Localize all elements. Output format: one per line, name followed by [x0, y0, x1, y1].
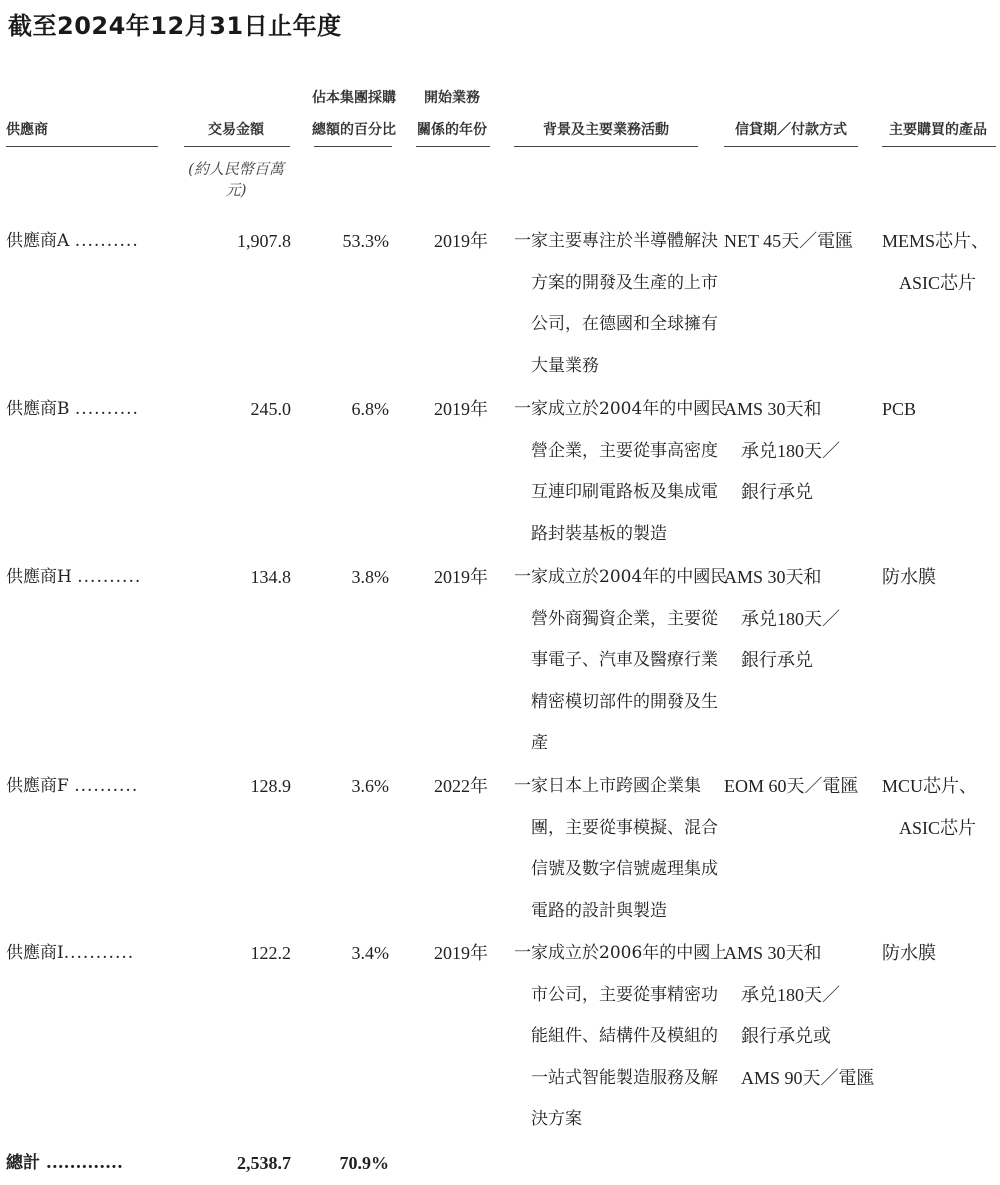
percentage-cell: 53.3%: [342, 231, 389, 251]
background-line: 路封裝基板的製造: [531, 523, 667, 544]
product-cell: [882, 933, 1000, 975]
amount-cell: 128.9: [250, 776, 291, 796]
product-line: 防水膜: [882, 567, 936, 587]
leader-dots: ..........: [74, 399, 139, 419]
background-line: 一家成立於2006年的中國上: [514, 943, 728, 963]
credit-line: 銀行承兑: [741, 650, 813, 670]
background-cell: [514, 557, 728, 765]
product-line: ASIC芯片: [899, 817, 977, 838]
credit-line: AMS 30天和: [724, 399, 822, 419]
background-line: 市公司，主要從事精密功: [531, 984, 718, 1005]
credit-cell: [724, 221, 884, 263]
credit-line: AMS 30天和: [724, 943, 822, 963]
product-cell: [882, 221, 1000, 304]
leader-dots: ...........: [63, 943, 135, 963]
product-line: 防水膜: [882, 943, 936, 963]
background-line: 公司，在德國和全球擁有: [531, 314, 718, 334]
year-suffix: 年: [470, 943, 488, 963]
credit-line: 承兑180天／: [741, 608, 840, 629]
credit-line: AMS 90天／電匯: [741, 1067, 875, 1088]
background-cell: [514, 766, 718, 932]
background-line: 方案的開發及生產的上市: [531, 272, 718, 293]
credit-cell: [724, 766, 884, 808]
header-rule-year: [416, 146, 490, 147]
supplier-name: 供應商B: [6, 399, 70, 419]
background-line: 營外商獨資企業，主要從: [531, 608, 718, 629]
product-line: MEMS芯片、: [882, 231, 990, 251]
unit-note: (約人民幣百萬元): [188, 160, 284, 199]
background-line: 一站式智能製造服務及解: [531, 1067, 718, 1088]
supplier-name: 供應商H: [6, 567, 72, 587]
year-suffix: 年: [470, 776, 488, 796]
product-cell: [882, 389, 1000, 431]
amount-cell: 1,907.8: [237, 231, 291, 251]
year-value: 2022: [434, 776, 470, 796]
supplier-name: 供應商F: [6, 776, 69, 796]
supplier-name-cell: [6, 766, 138, 808]
product-cell: [882, 557, 1000, 599]
supplier-name: 供應商I: [6, 943, 64, 963]
background-line: 團，主要從事模擬、混合: [531, 817, 718, 838]
page-title: 截至2024年12月31日止年度: [8, 12, 342, 40]
year-value: 2019: [434, 943, 470, 963]
header-product: 主要購買的產品: [889, 122, 987, 138]
leader-dots: ..........: [77, 567, 142, 587]
background-line: 精密模切部件的開發及生: [531, 691, 718, 712]
amount-cell: 122.2: [250, 943, 291, 963]
percentage-cell: 6.8%: [351, 399, 389, 419]
background-line: 一家主要專注於半導體解決: [514, 231, 718, 251]
product-line: PCB: [882, 399, 917, 419]
header-supplier: 供應商: [6, 122, 48, 138]
year-cell: [434, 933, 488, 975]
credit-line: 承兑180天／: [741, 984, 840, 1005]
credit-line: EOM 60天／電匯: [724, 776, 859, 796]
credit-cell: [724, 933, 884, 1099]
header-rule-credit: [724, 146, 858, 147]
background-line: 一家成立於2004年的中國民: [514, 567, 728, 587]
leader-dots: ..........: [74, 776, 139, 796]
amount-cell: 134.8: [250, 567, 291, 587]
background-line: 決方案: [531, 1109, 582, 1129]
background-line: 產: [531, 733, 548, 753]
header-rule-supplier: [6, 146, 158, 147]
supplier-name-cell: [6, 389, 139, 431]
credit-cell: [724, 389, 884, 514]
leader-dots: .............: [45, 1153, 123, 1173]
background-line: 能組件、結構件及模組的: [531, 1026, 718, 1046]
total-label: 總計: [6, 1153, 40, 1173]
year-cell: [434, 557, 488, 599]
header-year-line2: 關係的年份: [417, 122, 487, 138]
year-suffix: 年: [470, 399, 488, 419]
credit-cell: [724, 557, 884, 682]
total-label-cell: [6, 1143, 123, 1185]
background-line: 一家成立於2004年的中國民: [514, 399, 728, 419]
total-amount: 2,538.7: [237, 1153, 291, 1173]
year-suffix: 年: [470, 567, 488, 587]
header-rule-product: [882, 146, 996, 147]
background-cell: [514, 389, 728, 555]
product-line: MCU芯片、: [882, 776, 978, 796]
product-line: ASIC芯片: [899, 272, 977, 293]
percentage-cell: 3.6%: [351, 776, 389, 796]
background-line: 一家日本上市跨國企業集: [514, 776, 701, 796]
background-cell: [514, 221, 718, 387]
header-credit: 信貸期／付款方式: [735, 122, 847, 138]
year-cell: [434, 221, 488, 263]
supplier-name: 供應商A: [6, 231, 70, 251]
percentage-cell: 3.4%: [351, 943, 389, 963]
background-line: 事電子、汽車及醫療行業: [531, 650, 718, 670]
leader-dots: ..........: [74, 231, 139, 251]
background-line: 營企業，主要從事高密度: [531, 440, 718, 461]
header-rule-amount: [184, 146, 290, 147]
credit-line: 承兑180天／: [741, 440, 840, 461]
header-year-line1: 開始業務: [424, 90, 480, 106]
amount-cell: 245.0: [250, 399, 291, 419]
header-background: 背景及主要業務活動: [543, 122, 669, 138]
supplier-name-cell: [6, 221, 139, 263]
year-cell: [434, 766, 488, 808]
background-line: 互連印刷電路板及集成電: [531, 482, 718, 502]
header-pct-line2: 總額的百分比: [312, 122, 396, 138]
year-suffix: 年: [470, 231, 488, 251]
header-rule-pct: [314, 146, 392, 147]
header-pct-line1: 佔本集團採購: [312, 90, 396, 106]
product-cell: [882, 766, 1000, 849]
credit-line: NET 45天／電匯: [724, 231, 854, 251]
credit-line: 銀行承兑或: [741, 1026, 831, 1046]
background-cell: [514, 933, 728, 1141]
year-cell: [434, 389, 488, 431]
supplier-name-cell: [6, 933, 134, 975]
total-percentage: 70.9%: [339, 1153, 389, 1173]
year-value: 2019: [434, 399, 470, 419]
year-value: 2019: [434, 231, 470, 251]
background-line: 大量業務: [531, 355, 599, 376]
supplier-name-cell: [6, 557, 141, 599]
header-rule-background: [514, 146, 698, 147]
header-amount: 交易金額: [208, 122, 264, 138]
background-line: 電路的設計與製造: [531, 900, 667, 921]
year-value: 2019: [434, 567, 470, 587]
credit-line: 銀行承兑: [741, 482, 813, 502]
credit-line: AMS 30天和: [724, 567, 822, 587]
percentage-cell: 3.8%: [351, 567, 389, 587]
background-line: 信號及數字信號處理集成: [531, 859, 718, 879]
